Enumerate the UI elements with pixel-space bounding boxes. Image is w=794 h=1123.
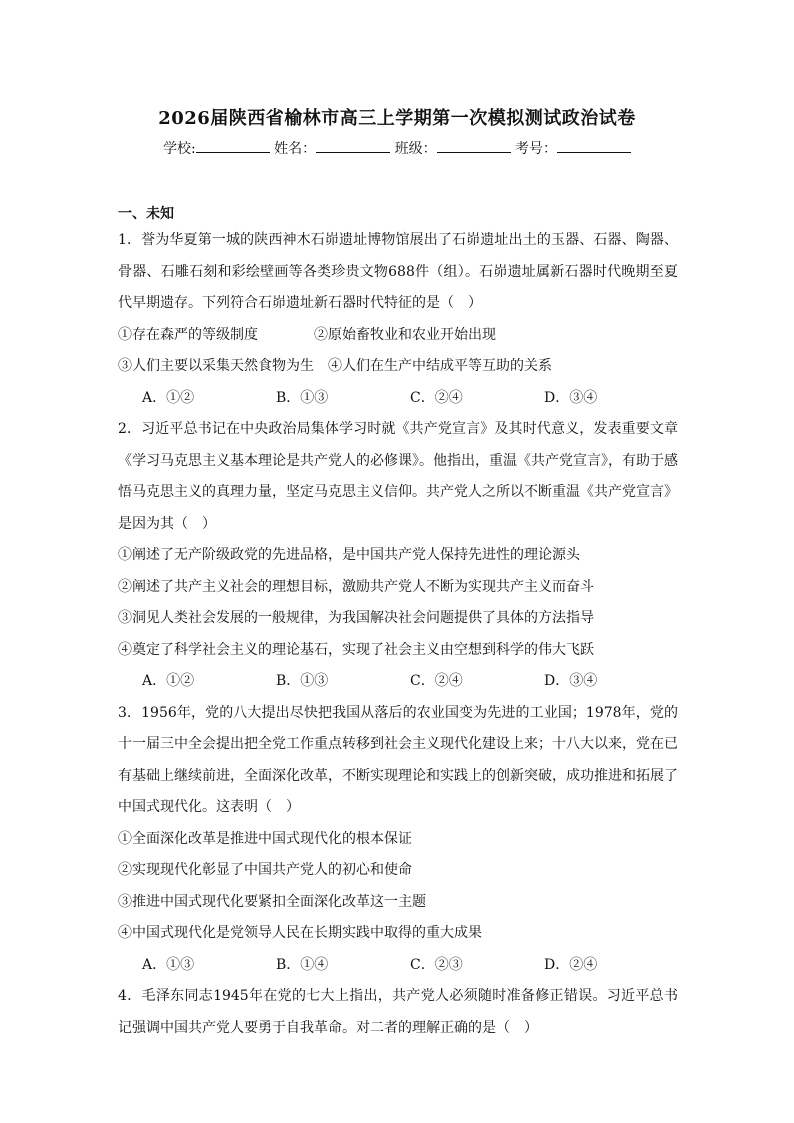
choice-d[interactable]: D．③④ — [544, 389, 598, 406]
answer-choices — [118, 383, 678, 415]
question-stem: 3．1956年，党的八大提出尽快把我国从落后的农业国变为先进的工业国；1978年，党的十一届三中全会提出把全党工作重点转移到社会主义现代化建设上来；十八大以来，党在已有基础上继续前进，全面深化改革，不断实现理论和实践上的创新突破，成功推进和拓展了中国式现代化。这表明（ ） — [118, 704, 678, 815]
statement-line: ①存在森严的等级制度 ②原始畜牧业和农业开始出现 — [118, 326, 496, 343]
school-label: 学校: — [162, 141, 196, 157]
statement-line: ④奠定了科学社会主义的理论基石，实现了社会主义由空想到科学的伟大飞跃 — [118, 641, 594, 658]
statement-line: ④中国式现代化是党领导人民在长期实践中取得的重大成果 — [118, 925, 482, 941]
section-heading: 一、未知 — [118, 206, 174, 222]
student-info-line — [0, 138, 794, 158]
statement-line: ②实现现代化彰显了中国共产党人的初心和使命 — [118, 862, 412, 878]
class-label: 班级： — [394, 141, 437, 157]
number-label: 考号： — [515, 141, 558, 157]
question-stem: 1．誉为华夏第一城的陕西神木石峁遗址博物馆展出了石峁遗址出土的玉器、石器、陶器、骨器、石雕石刻和彩绘壁画等各类珍贵文物688件（组）。石峁遗址属新石器时代晚期至夏代早期遗存。下列符合石峁遗址新石器时代特征的是（ ） — [118, 232, 678, 311]
statement-line: ③推进中国式现代化要紧扣全面深化改革这一主题 — [118, 893, 426, 910]
choice-c[interactable]: C．②③ — [410, 956, 463, 973]
answer-choices — [118, 950, 678, 982]
question-3 — [118, 698, 678, 982]
number-blank[interactable] — [557, 140, 631, 153]
answer-choices — [118, 666, 678, 698]
statement-line: ③人们主要以采集天然食物为生 ④人们在生产中结成平等互助的关系 — [118, 358, 552, 374]
statement-line: ①阐述了无产阶级政党的先进品格，是中国共产党人保持先进性的理论源头 — [118, 547, 580, 563]
choice-a[interactable]: A．①③ — [142, 956, 195, 973]
exam-title: 2026届陕西省榆林市高三上学期第一次模拟测试政治试卷 — [158, 108, 636, 129]
choice-c[interactable]: C．②④ — [410, 389, 463, 406]
question-4 — [118, 981, 678, 1044]
statement-line: ①全面深化改革是推进中国式现代化的根本保证 — [118, 830, 412, 847]
choice-b[interactable]: B．①③ — [276, 389, 329, 406]
choice-c[interactable]: C．②④ — [410, 673, 463, 689]
question-stem: 2．习近平总书记在中央政治局集体学习时就《共产党宣言》及其时代意义，发表重要文章《学习马克思主义基本理论是共产党人的必修课》。他指出，重温《共产党宣言》，有助于感悟马克思主义的真理力量，坚定马克思主义信仰。共产党人之所以不断重温《共产党宣言》是因为其（ ） — [118, 421, 678, 532]
choice-a[interactable]: A．①② — [142, 673, 195, 689]
statement-line: ③洞见人类社会发展的一般规律，为我国解决社会问题提供了具体的方法指导 — [118, 610, 594, 626]
school-blank[interactable] — [196, 140, 270, 153]
name-blank[interactable] — [316, 140, 390, 153]
question-1 — [118, 225, 678, 414]
choice-b[interactable]: B．①④ — [276, 956, 329, 973]
question-2 — [118, 414, 678, 698]
choice-b[interactable]: B．①③ — [276, 673, 329, 689]
question-stem: 4．毛泽东同志1945年在党的七大上指出，共产党人必须随时准备修正错误。习近平总书记强调中国共产党人要勇于自我革命。对二者的理解正确的是（ ） — [118, 988, 678, 1036]
choice-d[interactable]: D．②④ — [544, 956, 598, 973]
name-label: 姓名： — [274, 141, 317, 157]
class-blank[interactable] — [437, 140, 511, 153]
choice-a[interactable]: A．①② — [142, 389, 195, 406]
choice-d[interactable]: D．③④ — [544, 673, 598, 689]
question-list — [118, 225, 678, 1044]
statement-line: ②阐述了共产主义社会的理想目标，激励共产党人不断为实现共产主义而奋斗 — [118, 578, 594, 595]
